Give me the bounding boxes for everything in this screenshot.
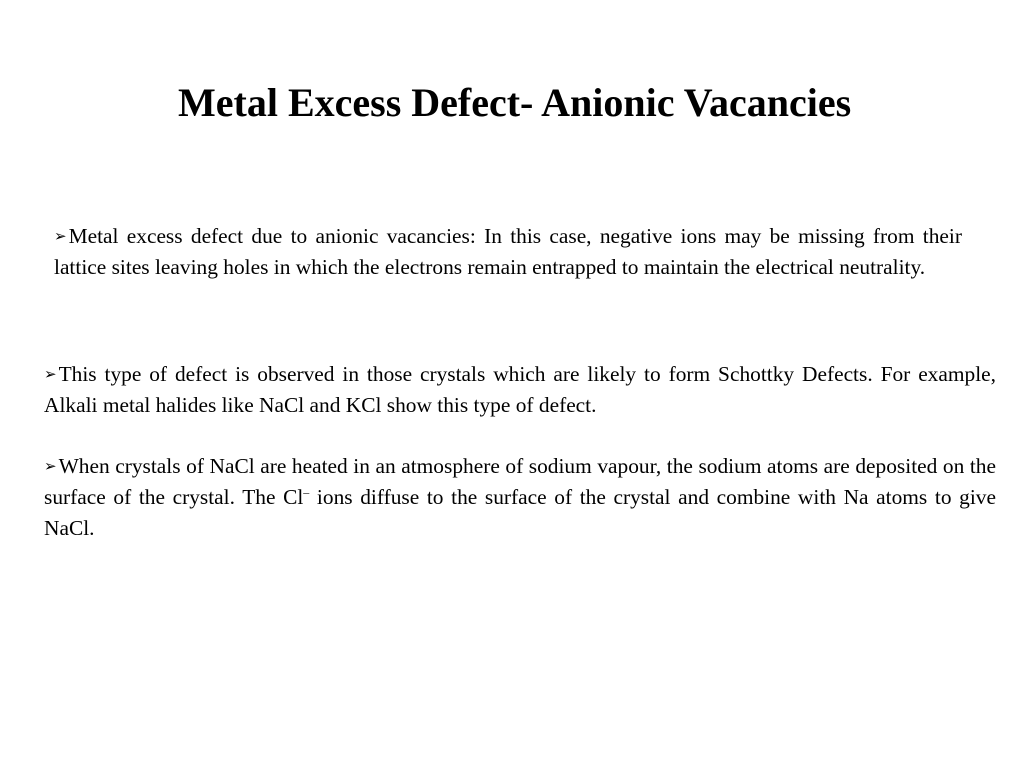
bullet-schottky-crystals (44, 359, 996, 421)
arrow-bullet-icon: ➢ (44, 365, 57, 383)
chloride-charge-superscript: – (303, 485, 310, 499)
bullet-nacl-heating (44, 451, 996, 544)
bullet-anionic-vacancies (54, 221, 962, 283)
slide-title: Metal Excess Defect- Anionic Vacancies (178, 80, 852, 125)
bullet-text-after: ions diffuse to the surface of the crystal and combine with Na atoms to give NaCl. (44, 485, 996, 540)
bullet-text: Metal excess defect due to anionic vacancies: In this case, negative ions may be missing from their lattice sites leaving holes in which the electrons remain entrapped to maintain the electrical neutrality. (54, 224, 962, 279)
bullet-text-before: When crystals of NaCl are heated in an atmosphere of sodium vapour, the sodium atoms are deposited on the surface of the crystal. The Cl (44, 454, 996, 509)
bullet-text: This type of defect is observed in those crystals which are likely to form Schottky Defects. For example, Alkali metal halides like NaCl and KCl show this type of defect. (44, 362, 996, 417)
arrow-bullet-icon: ➢ (54, 227, 67, 245)
arrow-bullet-icon: ➢ (44, 457, 57, 475)
